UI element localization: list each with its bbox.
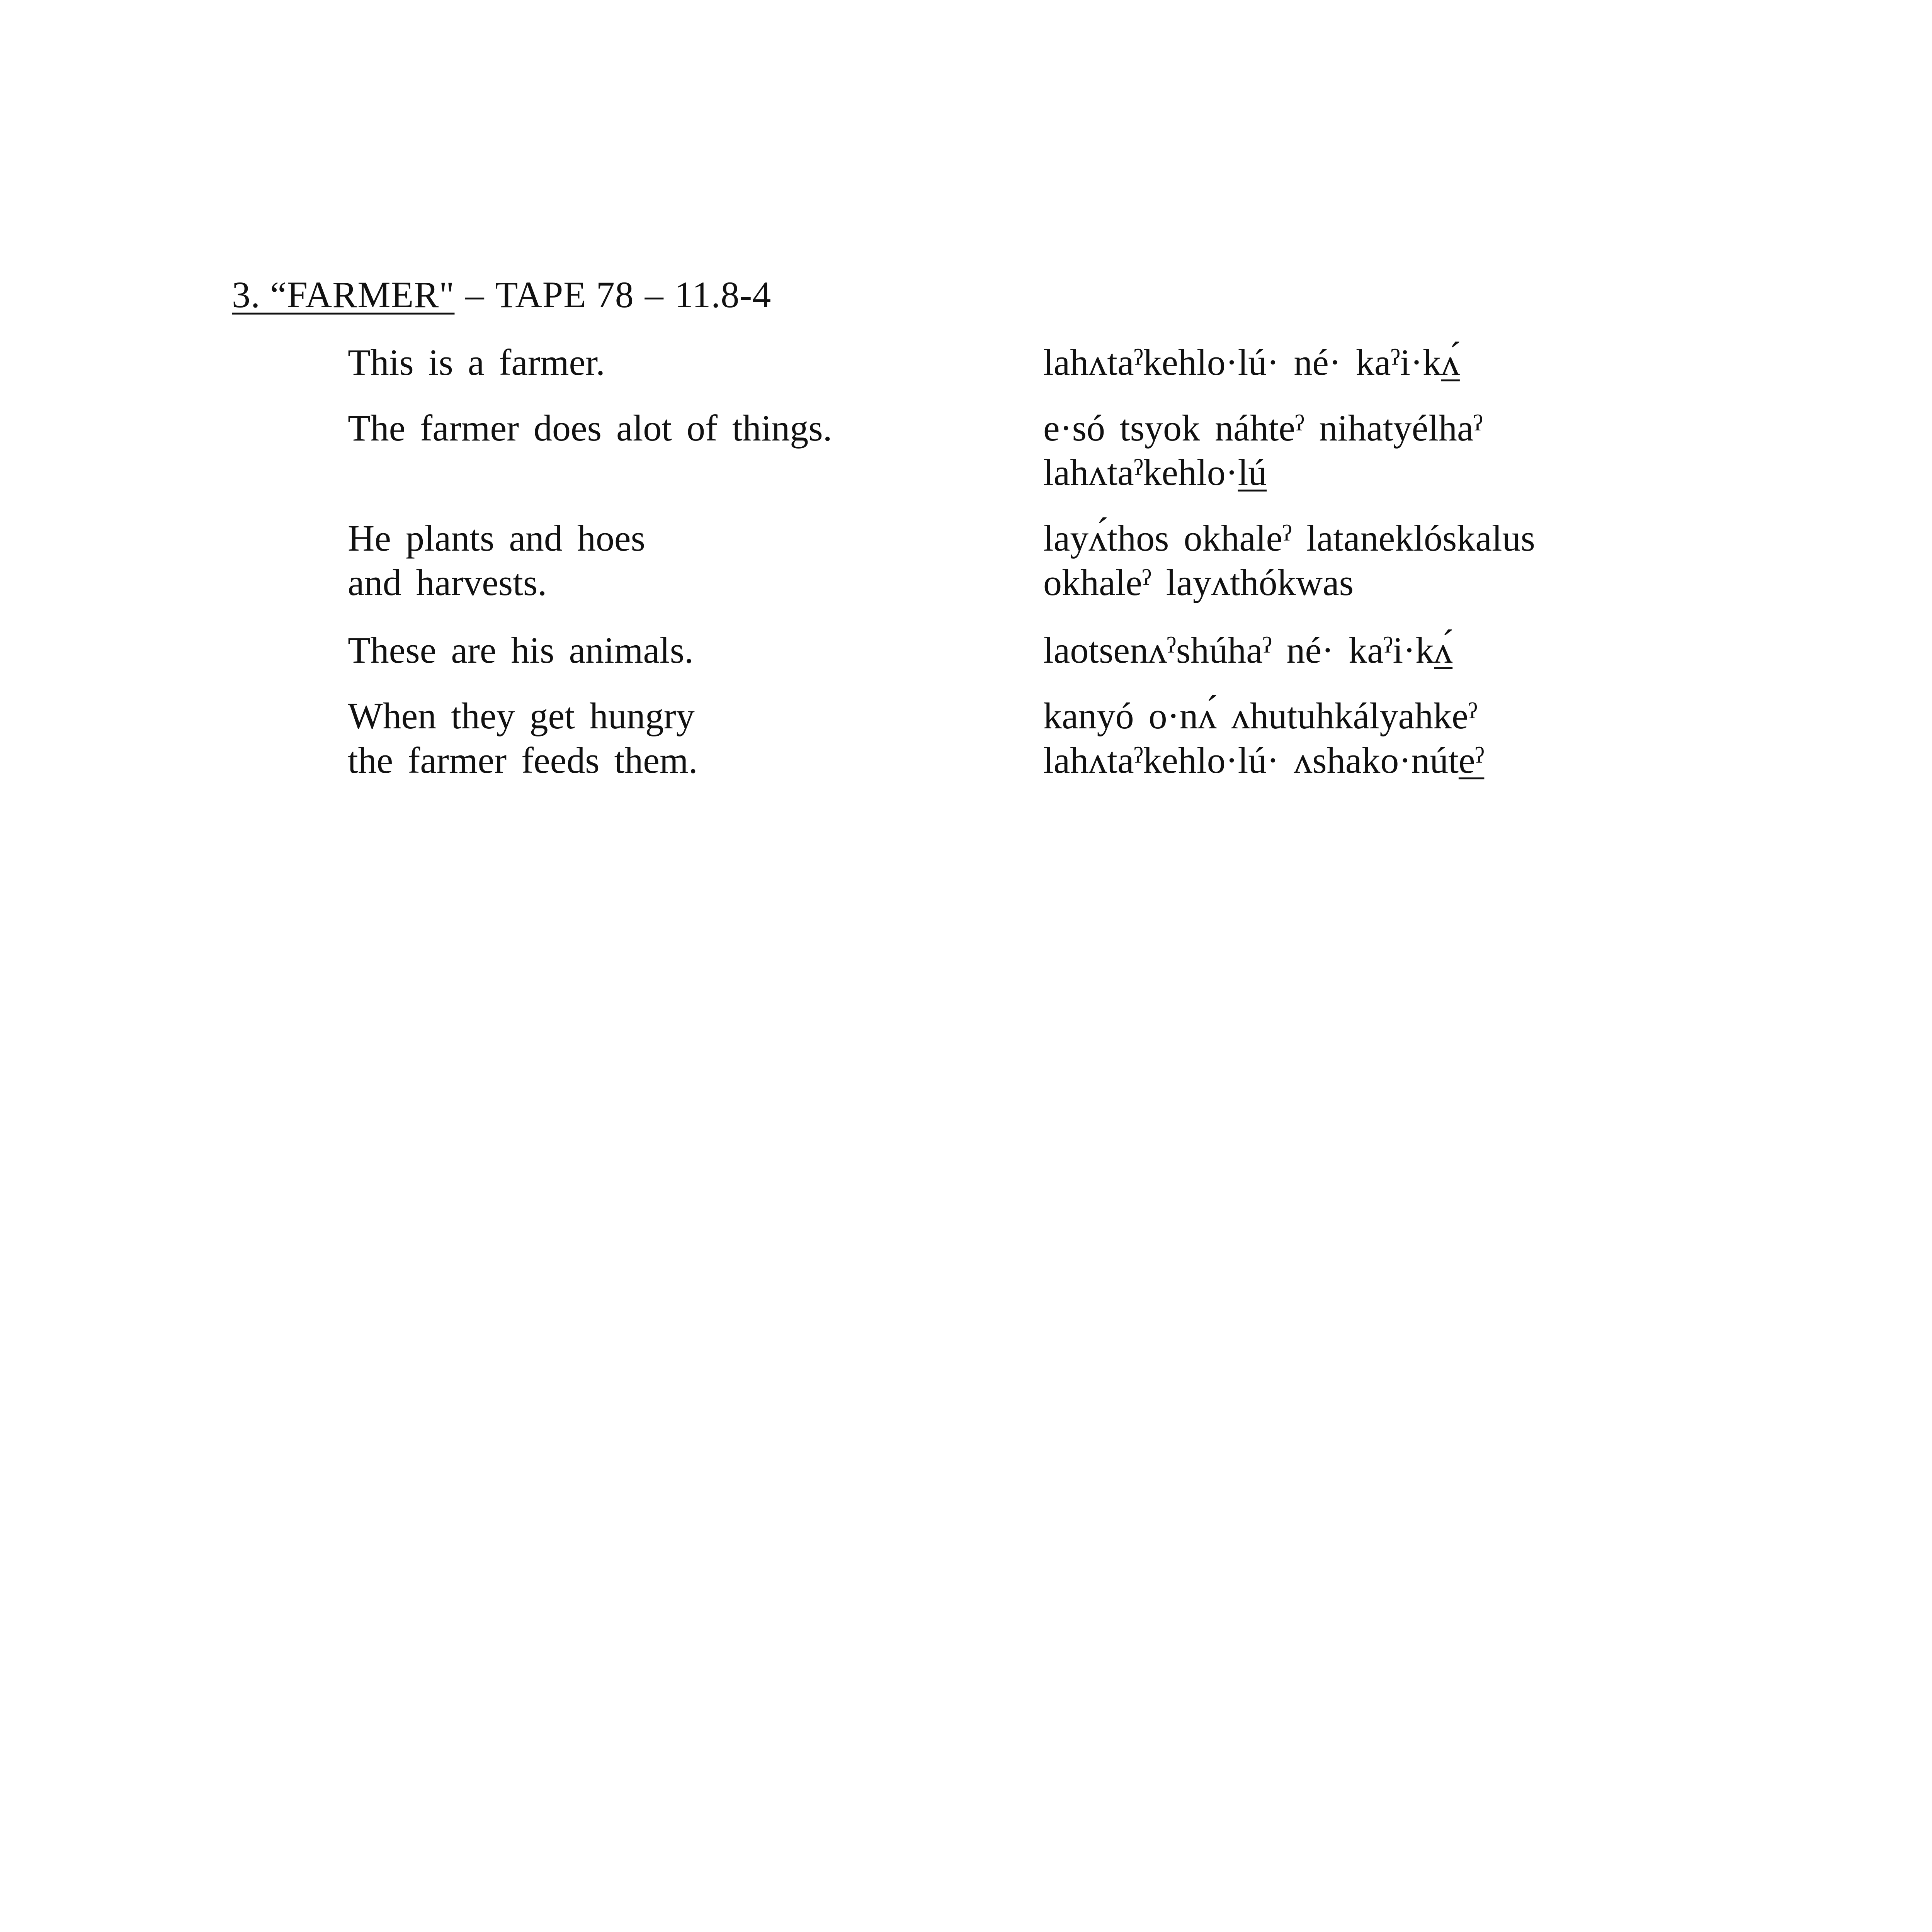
translation-line [1043,694,1893,738]
english-text [348,340,1005,384]
translation-line [1043,406,1893,450]
translation-segment: e·só tsyok náhteˀ nihatyélhaˀ [1043,407,1483,449]
translation-segment: lahʌtaˀkehlo·lú· né· kaˀi·k [1043,342,1441,383]
english-text [348,694,1005,782]
translation-text [1043,516,1893,605]
translation-line [1043,560,1893,605]
underlined-segment: ʌ́ [1441,342,1460,383]
english-line: When they get hungry [348,695,695,736]
translation-segment: kanyó o·nʌ́ ʌhutuhkályahkeˀ [1043,695,1478,736]
translation-segment: layʌ́thos okhaleˀ lataneklóskalus [1043,517,1535,559]
english-line: These are his animals. [348,629,694,671]
english-line: the farmer feeds them. [348,740,698,781]
english-text [348,406,1005,450]
translation-text [1043,694,1893,782]
translation-line [1043,340,1893,384]
translation-line [1043,516,1893,560]
english-line: and harvests. [348,562,547,603]
english-line: The farmer does alot of things. [348,407,832,449]
english-text [348,516,1005,605]
underlined-segment: eˀ [1458,740,1485,781]
underlined-segment: lú [1238,452,1267,493]
translation-segment: lahʌtaˀkehlo·lú· ʌshako·nút [1043,740,1459,781]
translation-text [1043,406,1893,495]
underlined-segment: ʌ́ [1434,629,1453,671]
translation-text [1043,340,1893,384]
english-line: This is a farmer. [348,342,605,383]
translation-segment: laotsenʌˀshúhaˀ né· kaˀi·k [1043,629,1434,671]
translation-segment: lahʌtaˀkehlo· [1043,452,1238,493]
translation-line [1043,450,1893,495]
section-heading [232,272,771,317]
heading-dash: – [645,274,664,315]
heading-dash: – [465,274,485,315]
english-text [348,628,1005,672]
translation-segment: okhaleˀ layʌthókwas [1043,562,1354,603]
heading-title: 3. “FARMER" [232,274,455,315]
heading-tape: TAPE 78 [495,274,634,315]
english-line: He plants and hoes [348,517,645,559]
heading-code: 11.8-4 [674,274,772,315]
translation-line [1043,738,1893,782]
translation-text [1043,628,1893,672]
translation-line [1043,628,1893,672]
